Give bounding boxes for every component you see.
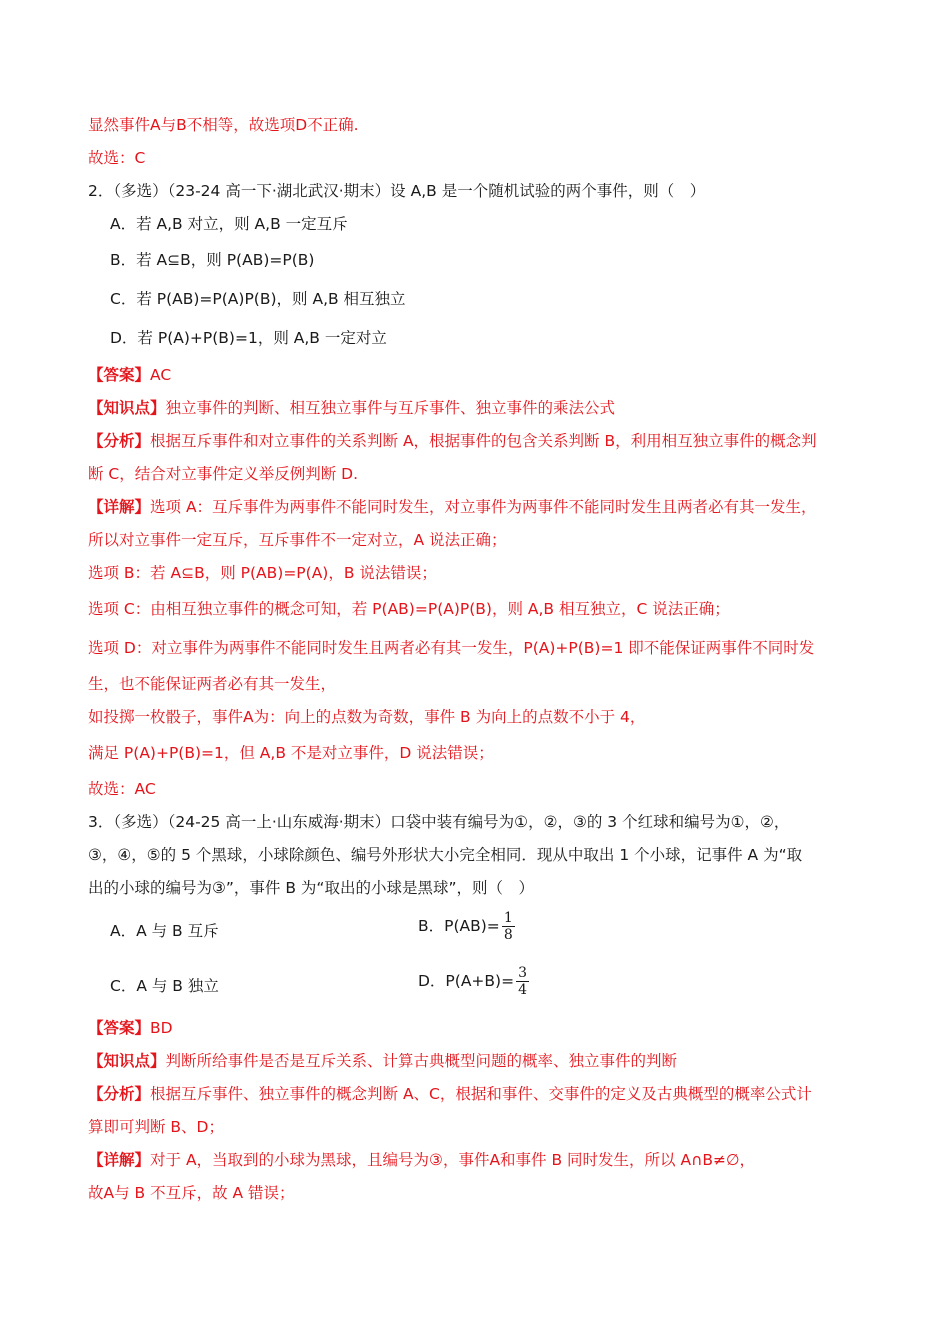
analysis-tag: 【分析】 [88, 1085, 151, 1103]
answer-tag: 【答案】 [88, 1019, 151, 1037]
text-line: 故选：AC [88, 780, 156, 798]
text-line: 算即可判断 B、D； [88, 1118, 224, 1136]
text-line: 所以对立事件一定互斥，互斥事件不一定对立，A 说法正确； [88, 531, 507, 549]
analysis-tag: 【分析】 [88, 432, 151, 450]
question-3-stem: 3．（多选）（24-25 高一上·山东威海·期末）口袋中装有编号为①，②，③的 3 个红球和编号为①，②， [88, 813, 790, 831]
text-line: 如投掷一枚骰子，事件A为：向上的点数为奇数，事件 B 为向上的点数不小于 4， [88, 708, 646, 726]
text-line: 断 C，结合对立事件定义举反例判断 D. [88, 465, 359, 483]
analysis-text: 根据互斥事件和对立事件的关系判断 A，根据事件的包含关系判断 B，利用相互独立事件的概念判 [150, 432, 817, 450]
answer-tag: 【答案】 [88, 366, 151, 384]
knowledge-text: 判断所给事件是否是互斥关系、计算古典概型问题的概率、独立事件的判断 [165, 1052, 678, 1070]
fraction-numerator: 1 [503, 910, 513, 926]
text-line: 故A与 B 不互斥，故 A 错误； [88, 1184, 295, 1202]
knowledge-tag: 【知识点】 [88, 1052, 166, 1070]
detail-tag: 【详解】 [88, 498, 151, 516]
q2-option-a: A．若 A,B 对立，则 A,B 一定互斥 [110, 215, 348, 233]
q2-knowledge [88, 397, 880, 419]
text-line: 选项 D：对立事件为两事件不能同时发生且两者必有其一发生，P(A)+P(B)=1 即不能保证两事件不同时发 [88, 639, 815, 657]
question-2-stem: 2．（多选）（23-24 高一下·湖北武汉·期末）设 A,B 是一个随机试验的两个事件，则（ ） [88, 182, 706, 200]
answer-value: BD [150, 1019, 173, 1037]
q2-option-c: C．若 P(AB)=P(A)P(B)，则 A,B 相互独立 [110, 290, 406, 308]
knowledge-tag: 【知识点】 [88, 399, 166, 417]
fraction [516, 965, 529, 998]
q3-option-c: C．A 与 B 独立 [110, 977, 219, 995]
q3-option-a: A．A 与 B 互斥 [110, 922, 219, 940]
text-line: 选项 B：若 A⊆B，则 P(AB)=P(A)，B 说法错误； [88, 564, 437, 582]
q3-option-b [418, 910, 515, 943]
question-3-stem: ③，④，⑤的 5 个黑球，小球除颜色、编号外形状大小完全相同．现从中取出 1 个小球，记事件 A 为“取 [88, 846, 803, 864]
fraction-denominator: 8 [503, 927, 513, 943]
fraction-numerator: 3 [518, 965, 528, 981]
q3-analysis [88, 1083, 880, 1105]
q2-analysis [88, 430, 880, 452]
option-b-text: B．P(AB)= [418, 917, 500, 935]
q2-answer [88, 364, 880, 386]
detail-text: 选项 A：互斥事件为两事件不能同时发生，对立事件为两事件不能同时发生且两者必有其一发生， [150, 498, 817, 516]
q2-option-b: B．若 A⊆B，则 P(AB)=P(B) [110, 251, 315, 269]
text-line: 生，也不能保证两者必有其一发生， [88, 675, 337, 693]
detail-text: 对于 A，当取到的小球为黑球，且编号为③，事件A和事件 B 同时发生，所以 A∩B≠∅， [150, 1151, 756, 1169]
q3-detail [88, 1149, 880, 1171]
text-line: 满足 P(A)+P(B)=1，但 A,B 不是对立事件，D 说法错误； [88, 744, 494, 762]
option-d-text: D．P(A+B)= [418, 972, 515, 990]
fraction-denominator: 4 [518, 982, 528, 998]
knowledge-text: 独立事件的判断、相互独立事件与互斥事件、独立事件的乘法公式 [165, 399, 616, 417]
detail-tag: 【详解】 [88, 1151, 151, 1169]
text-line: 故选：C [88, 149, 146, 167]
text-line: 显然事件A与B不相等，故选项D不正确. [88, 116, 359, 134]
question-3-stem: 出的小球的编号为③”，事件 B 为“取出的小球是黑球”，则（ ） [88, 879, 534, 897]
fraction [502, 910, 515, 943]
q3-knowledge [88, 1050, 880, 1072]
q2-detail [88, 496, 880, 518]
q3-option-d [418, 965, 529, 998]
text-line: 选项 C：由相互独立事件的概念可知，若 P(AB)=P(A)P(B)，则 A,B 相互独立，C 说法正确； [88, 600, 730, 618]
answer-value: AC [150, 366, 172, 384]
q2-option-d: D．若 P(A)+P(B)=1，则 A,B 一定对立 [110, 329, 387, 347]
analysis-text: 根据互斥事件、独立事件的概念判断 A、C，根据和事件、交事件的定义及古典概型的概率公式计 [150, 1085, 812, 1103]
q3-answer [88, 1017, 880, 1039]
